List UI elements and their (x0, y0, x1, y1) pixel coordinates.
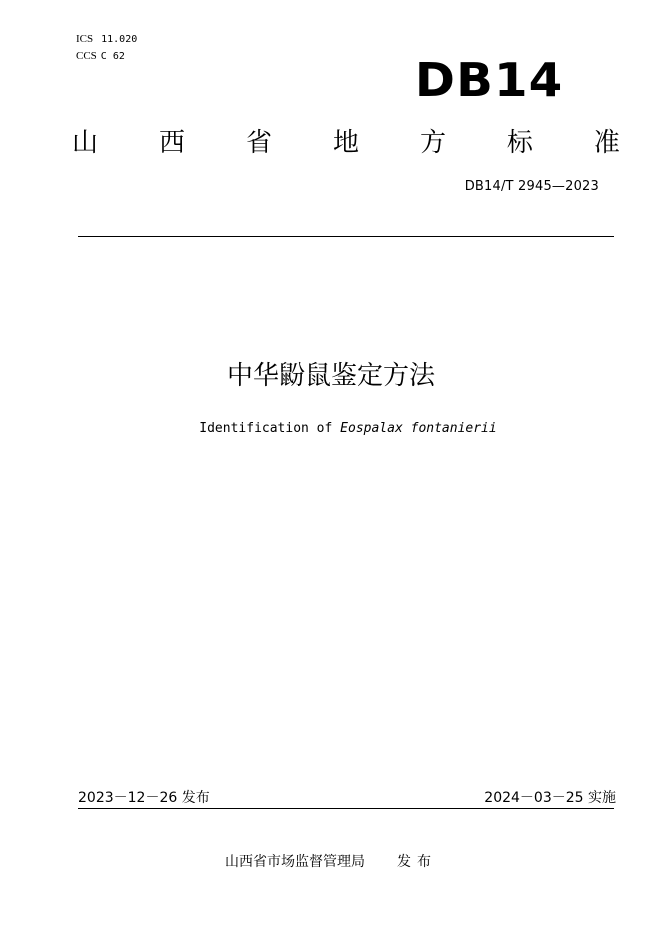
standard-type-char: 西 (158, 128, 185, 158)
english-title-prefix: Identification of (199, 421, 333, 436)
standard-type-char: 地 (332, 128, 359, 158)
standard-type-char: 省 (245, 128, 272, 158)
implementation-date: 2024－03－25 实施 (484, 790, 616, 806)
standard-type-char: 方 (419, 128, 446, 158)
issuer-name: 山西省市场监督管理局 (225, 854, 365, 870)
standard-type-char: 准 (593, 128, 620, 158)
top-divider (78, 236, 614, 237)
ics-classification (76, 32, 137, 47)
ccs-code: C 62 (100, 51, 125, 62)
issuer-action: 发布 (397, 854, 437, 870)
document-english-title (0, 420, 662, 438)
ics-label: ICS (76, 33, 94, 45)
standard-type-char: 标 (506, 128, 533, 158)
standard-type-char: 山 (72, 128, 99, 158)
species-name: Eospalax fontanierii (340, 421, 497, 436)
document-title: 中华鼢鼠鉴定方法 (226, 361, 435, 391)
ccs-label: CCS (76, 50, 97, 62)
standard-number: DB14/T 2945—2023 (464, 179, 599, 194)
bottom-divider (78, 808, 614, 809)
issue-date: 2023－12－26 发布 (78, 790, 210, 806)
standard-type-title (72, 125, 620, 161)
standard-code: DB14 (414, 53, 563, 107)
ics-code: 11.020 (101, 34, 138, 45)
ccs-classification (76, 49, 125, 64)
issuing-authority (0, 852, 662, 872)
